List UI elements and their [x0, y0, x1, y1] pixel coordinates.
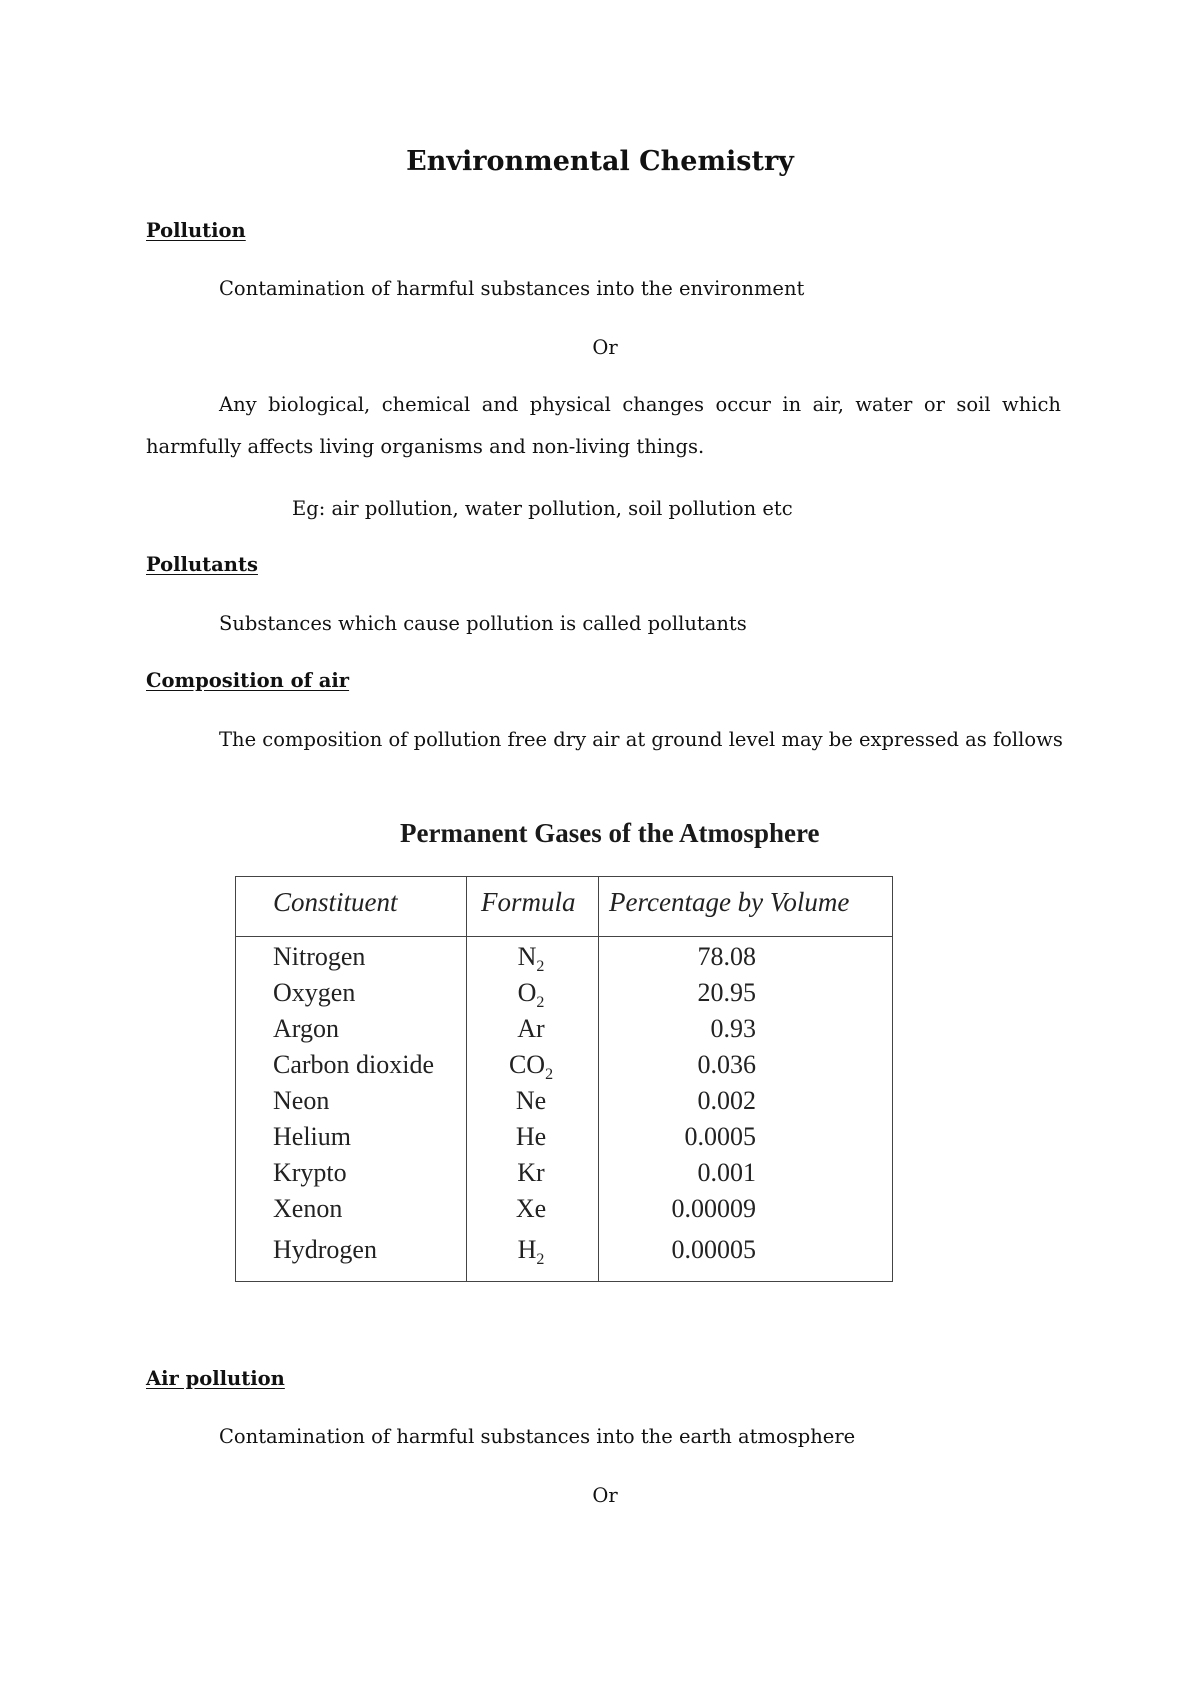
table-row	[236, 1193, 894, 1229]
cell-formula: Ne	[515, 1086, 547, 1115]
pollution-example: Eg: air pollution, water pollution, soil pollution etc	[292, 497, 793, 520]
cell-constituent: Argon	[273, 1014, 339, 1043]
table-row	[236, 977, 894, 1013]
pollutants-definition: Substances which cause pollution is called pollutants	[219, 612, 747, 635]
table-row	[236, 1085, 894, 1121]
cell-constituent: Neon	[273, 1086, 330, 1115]
cell-percentage: 0.001	[697, 1158, 756, 1187]
heading-air-pollution: Air pollution	[146, 1367, 285, 1390]
cell-percentage: 0.00005	[671, 1235, 756, 1264]
cell-constituent: Hydrogen	[273, 1235, 377, 1264]
cell-formula: He	[515, 1122, 547, 1151]
composition-intro: The composition of pollution free dry air at ground level may be expressed as follows	[219, 728, 1063, 751]
heading-composition-of-air: Composition of air	[146, 669, 350, 692]
cell-constituent: Carbon dioxide	[273, 1050, 435, 1079]
gases-table	[235, 876, 893, 1282]
air-pollution-definition: Contamination of harmful substances into the earth atmosphere	[219, 1425, 856, 1448]
cell-formula: Kr	[517, 1158, 545, 1187]
table-row	[236, 1049, 894, 1085]
cell-formula: Xe	[515, 1194, 547, 1223]
table-row	[236, 941, 894, 977]
table-caption: Permanent Gases of the Atmosphere	[400, 818, 820, 848]
cell-percentage: 0.00009	[671, 1194, 756, 1223]
cell-constituent: Nitrogen	[273, 942, 366, 971]
heading-pollutants: Pollutants	[146, 553, 258, 576]
cell-percentage: 0.002	[697, 1086, 756, 1115]
cell-percentage: 0.036	[697, 1050, 756, 1079]
table-row	[236, 1234, 894, 1270]
document-title: Environmental Chemistry	[406, 146, 794, 177]
cell-formula: $CO_2$	[508, 1050, 554, 1083]
table-row	[236, 1121, 894, 1157]
column-header-percentage: Percentage by Volume	[609, 887, 850, 917]
cell-constituent: Krypto	[273, 1158, 347, 1187]
column-header-formula: Formula	[481, 887, 576, 917]
cell-percentage: 78.08	[697, 942, 756, 971]
pollution-or: Or	[592, 336, 618, 359]
cell-formula: $N_2$	[517, 942, 545, 975]
cell-constituent: Oxygen	[273, 978, 356, 1007]
cell-percentage: 0.93	[710, 1014, 756, 1043]
cell-formula: Ar	[517, 1014, 545, 1043]
pollution-alt-definition: Any biological, chemical and physical changes occur in air, water or soil which harmfully affects living organisms and non-living things.	[146, 393, 1061, 458]
air-pollution-or: Or	[592, 1484, 618, 1507]
cell-percentage: 20.95	[697, 978, 756, 1007]
pollution-definition: Contamination of harmful substances into the environment	[219, 277, 805, 300]
header-divider	[236, 936, 892, 937]
heading-pollution: Pollution	[146, 219, 246, 242]
cell-constituent: Xenon	[273, 1194, 343, 1223]
cell-constituent: Helium	[273, 1122, 351, 1151]
table-row	[236, 1013, 894, 1049]
table-row	[236, 1157, 894, 1193]
column-header-constituent: Constituent	[273, 887, 398, 917]
cell-formula: $O_2$	[517, 978, 545, 1011]
cell-formula: $H_2$	[517, 1235, 545, 1268]
cell-percentage: 0.0005	[684, 1122, 756, 1151]
